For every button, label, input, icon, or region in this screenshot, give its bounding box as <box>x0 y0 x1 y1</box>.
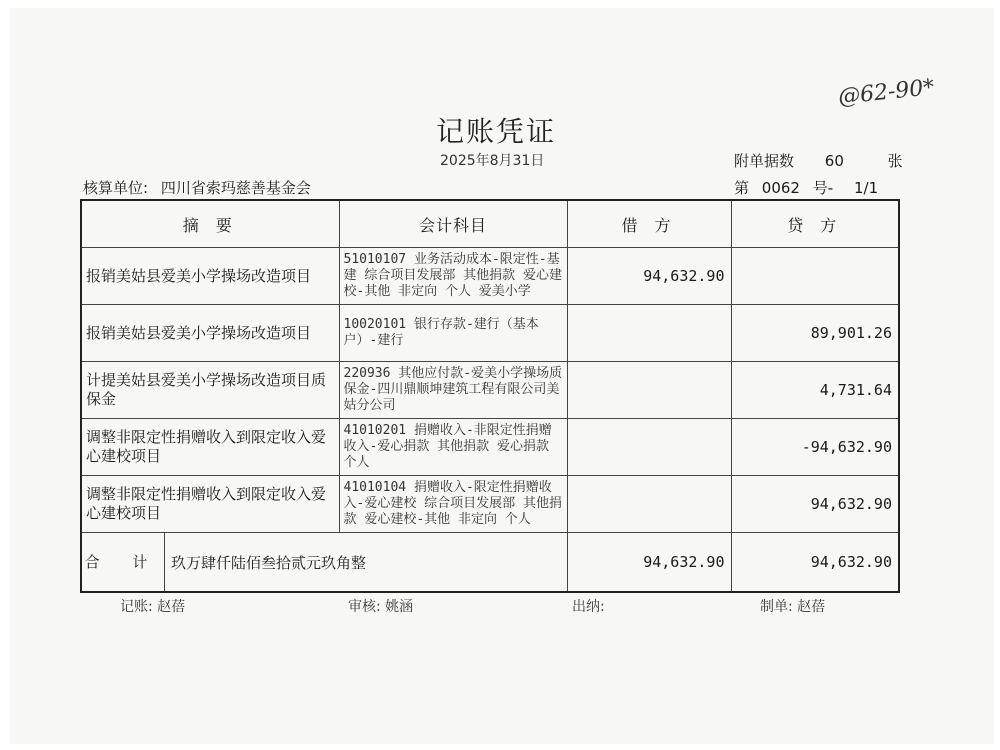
attachments-unit: 张 <box>887 152 903 170</box>
row-debit <box>567 305 731 362</box>
attachments-count <box>734 150 903 171</box>
sign-cashier: 出纳: <box>572 599 605 615</box>
total-debit: 94,632.90 <box>567 533 731 593</box>
header-credit: 贷 方 <box>731 200 899 248</box>
voucher-page: 1/1 <box>853 179 879 197</box>
handwritten-note: @62-90* <box>836 75 936 110</box>
row-debit <box>567 362 731 419</box>
total-label: 合 计 <box>82 533 165 591</box>
header-account: 会计科目 <box>339 200 567 248</box>
sign-reviewer: 审核: 姚涵 <box>348 599 414 615</box>
row-summary: 调整非限定性捐赠收入到限定收入爱心建校项目 <box>81 476 339 533</box>
total-cell <box>81 533 567 593</box>
row-account: 41010201 捐赠收入-非限定性捐赠收入-爱心捐款 其他捐款 爱心捐款 个人 <box>339 419 567 476</box>
table-row <box>81 362 899 419</box>
row-debit <box>567 419 731 476</box>
row-account: 51010107 业务活动成本-限定性-基建 综合项目发展部 其他捐款 爱心建校-其他 非定向 个人 爱美小学 <box>339 248 567 305</box>
voucher-title: 记账凭证 <box>436 115 557 148</box>
unit-name: 四川省索玛慈善基金会 <box>160 179 311 197</box>
row-credit <box>731 248 899 305</box>
voucher-no-suffix: 号- <box>812 179 834 197</box>
voucher-no-value: 0062 <box>761 179 800 197</box>
row-credit: 4,731.64 <box>731 362 899 419</box>
row-summary: 报销美姑县爱美小学操场改造项目 <box>81 305 339 362</box>
total-in-words: 玖万肆仟陆佰叁拾贰元玖角整 <box>171 553 367 572</box>
table-row <box>81 248 899 305</box>
row-credit: 89,901.26 <box>731 305 899 362</box>
header-summary: 摘 要 <box>81 200 339 248</box>
header-debit: 借 方 <box>567 200 731 248</box>
accounting-unit <box>83 177 311 198</box>
row-summary: 调整非限定性捐赠收入到限定收入爱心建校项目 <box>81 419 339 476</box>
unit-label: 核算单位: <box>83 179 149 197</box>
total-row <box>81 533 899 593</box>
attachments-label: 附单据数 <box>734 152 795 170</box>
voucher-number <box>734 177 878 198</box>
row-debit <box>567 476 731 533</box>
row-account: 41010104 捐赠收入-限定性捐赠收入-爱心建校 综合项目发展部 其他捐款 爱心建校-其他 非定向 个人 <box>339 476 567 533</box>
row-credit: -94,632.90 <box>731 419 899 476</box>
voucher-date: 2025年8月31日 <box>440 153 545 169</box>
row-account: 10020101 银行存款-建行（基本户）-建行 <box>339 305 567 362</box>
total-credit: 94,632.90 <box>731 533 899 593</box>
voucher-table <box>80 199 900 593</box>
sign-preparer: 制单: 赵蓓 <box>760 599 826 615</box>
row-summary: 报销美姑县爱美小学操场改造项目 <box>81 248 339 305</box>
sign-bookkeeper: 记账: 赵蓓 <box>120 599 186 615</box>
attachments-number: 60 <box>824 152 844 170</box>
row-summary: 计提美姑县爱美小学操场改造项目质保金 <box>81 362 339 419</box>
table-row <box>81 419 899 476</box>
voucher-no-prefix: 第 <box>734 179 750 197</box>
table-row <box>81 476 899 533</box>
row-account: 220936 其他应付款-爱美小学操场质保金-四川鼎顺坤建筑工程有限公司美姑分公司 <box>339 362 567 419</box>
table-row <box>81 305 899 362</box>
table-header-row <box>81 200 899 248</box>
row-debit: 94,632.90 <box>567 248 731 305</box>
row-credit: 94,632.90 <box>731 476 899 533</box>
